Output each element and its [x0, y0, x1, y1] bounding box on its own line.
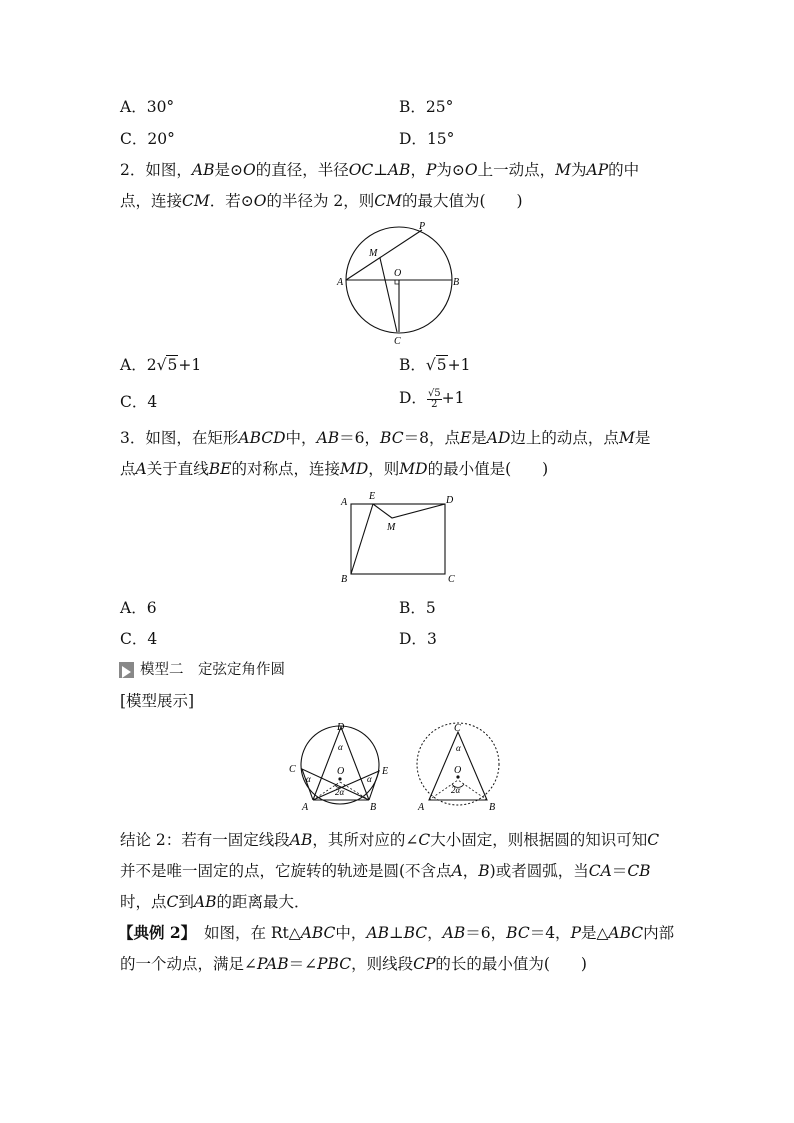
q2-option-c[interactable]: C．4	[120, 393, 158, 411]
play-triangle-icon	[119, 662, 134, 678]
q1-option-b[interactable]	[399, 96, 453, 118]
option-letter: A．	[120, 98, 147, 116]
q3-rectangle-figure	[336, 490, 466, 586]
segment-be	[351, 504, 373, 574]
label-a: A	[302, 802, 309, 813]
q1-option-d[interactable]	[399, 128, 454, 150]
label-p: P	[419, 221, 426, 232]
q2-option-d[interactable]: D． $\frac{√5}{2}$ +1	[399, 387, 465, 410]
label-a: A	[337, 277, 344, 288]
option-value: 20°	[147, 130, 175, 148]
rectangle-abcd	[351, 504, 445, 574]
sqrt-symbol: √5	[425, 356, 447, 374]
option-letter: D．	[399, 130, 427, 148]
option-value: 25°	[425, 98, 454, 116]
label-m: M	[387, 522, 396, 533]
q2-option-b[interactable]: B．√5+1	[399, 356, 471, 374]
q1-option-c[interactable]	[120, 128, 175, 150]
label-e: E	[382, 766, 389, 777]
label-b: B	[370, 802, 377, 813]
fraction: $\frac{√5}{2}$	[427, 387, 441, 410]
segment-em-md	[373, 504, 445, 518]
q3-option-b[interactable]: B．5	[399, 599, 436, 617]
label-two-alpha: 2α	[451, 785, 461, 795]
label-alpha: α	[456, 743, 461, 753]
q2-circle-figure	[336, 218, 466, 348]
model-figure-inscribed-angles	[287, 722, 397, 814]
label-c: C	[448, 574, 455, 585]
label-alpha: α	[338, 742, 343, 752]
example2-line2: 的一个动点，满足∠PAB＝∠PBC，则线段CP的长的最小值为( )	[120, 955, 587, 973]
label-a: A	[418, 802, 425, 813]
model2-heading: 模型二 定弦定角作圆	[119, 659, 285, 681]
label-m: M	[369, 248, 378, 259]
chord-ap	[346, 230, 422, 280]
q3-text-line1: 3．如图，在矩形ABCD中，AB＝6，BC＝8，点E是AD边上的动点，点M是	[120, 429, 651, 447]
label-alpha: α	[367, 774, 372, 784]
model-figure-dashed-circle	[413, 722, 509, 814]
label-b: B	[341, 574, 348, 585]
example2-line1: 【典例 2】 如图，在 Rt△ABC中，AB⊥BC，AB＝6，BC＝4，P是△ABC内部	[118, 923, 675, 942]
option-letter: B．	[399, 98, 426, 116]
q3-option-d[interactable]: D．3	[399, 630, 437, 648]
label-d: D	[446, 495, 454, 506]
model2-display-label: [模型展示]	[120, 692, 195, 710]
label-b: B	[453, 277, 460, 288]
q2-option-a[interactable]: A．2√5+1	[120, 356, 202, 374]
q2-text-line1: 2．如图，AB是⊙O的直径，半径OC⊥AB，P为⊙O上一动点，M为AP的中	[120, 161, 640, 179]
label-c: C	[394, 336, 401, 347]
conclusion-line1: 结论 2：若有一固定线段AB，其所对应的∠C大小固定，则根据圆的知识可知C	[120, 831, 660, 849]
label-o: O	[337, 766, 345, 777]
example-tag: 【典例 2】	[118, 923, 189, 942]
q2-text-line2: 点，连接CM．若⊙O的半径为 2，则CM的最大值为( )	[120, 192, 523, 210]
option-letter: C．	[120, 130, 148, 148]
label-o: O	[394, 268, 402, 279]
label-e: E	[369, 491, 376, 502]
label-a: A	[341, 497, 348, 508]
q3-option-c[interactable]: C．4	[120, 630, 158, 648]
label-c: C	[454, 723, 461, 734]
label-alpha: α	[306, 774, 311, 784]
center-dot	[338, 777, 341, 780]
conclusion-line3: 时，点C到AB的距离最大．	[120, 893, 310, 911]
option-value: 30°	[146, 98, 175, 116]
label-o: O	[454, 765, 462, 776]
q3-option-a[interactable]: A．6	[120, 599, 157, 617]
sqrt-symbol: √5	[156, 356, 178, 374]
label-d: D	[337, 722, 345, 733]
label-b: B	[489, 802, 496, 813]
radius-ob	[340, 782, 369, 800]
option-value: 15°	[426, 130, 455, 148]
q1-option-a[interactable]	[120, 96, 174, 118]
conclusion-line2: 并不是唯一固定的点，它旋转的轨迹是圆(不含点A，B)或者圆弧，当CA＝CB	[120, 862, 651, 880]
label-c: C	[289, 764, 296, 775]
right-angle-mark	[395, 280, 399, 284]
label-two-alpha: 2α	[335, 787, 345, 797]
q3-text-line2: 点A关于直线BE的对称点，连接MD，则MD的最小值是( )	[120, 460, 549, 478]
